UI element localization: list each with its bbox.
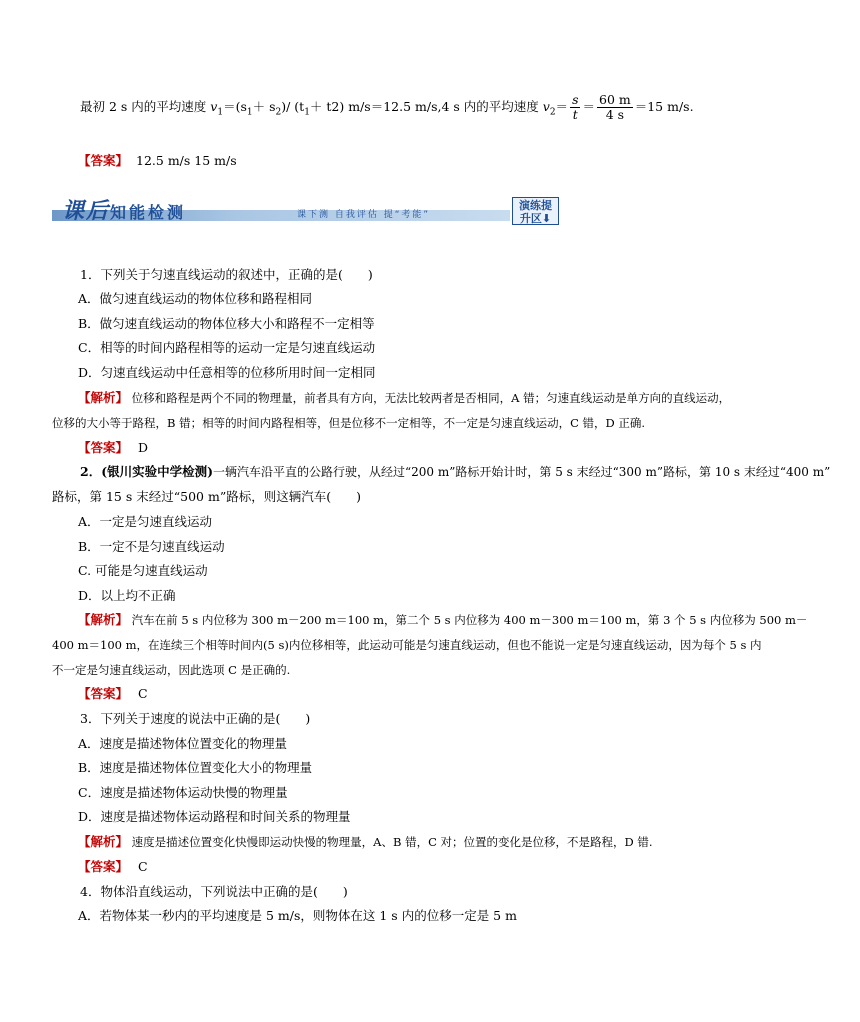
q2-explanation-cont2: 不一定是匀速直线运动，因此选项 C 是正确的. xyxy=(52,663,291,677)
q1-stem: 1．下列关于匀速直线运动的叙述中，正确的是( ) xyxy=(80,267,373,282)
q3-option-c: C．速度是描述物体运动快慢的物理量 xyxy=(78,785,288,800)
answer-line xyxy=(78,152,237,170)
q2-stem: 2．(银川实验中学检测)一辆汽车沿平直的公路行驶，从经过“200 m”路标开始计时，第 5 s 末经过“300 m”路标，第 10 s 末经过“400 m” xyxy=(80,464,831,479)
formula-sub: 1 xyxy=(246,107,253,118)
q2-option-d: D．以上均不正确 xyxy=(78,588,176,603)
q2-stem-cont: 路标，第 15 s 末经过“500 m”路标，则这辆汽车( ) xyxy=(52,489,361,504)
formula-part: ＋ t2) m/s＝12.5 m/s,4 s 内的平均速度 xyxy=(309,99,543,114)
banner-title: 课后知能检测 xyxy=(62,199,187,224)
q4-option-a: A．若物体某一秒内的平均速度是 5 m/s，则物体在这 1 s 内的位移一定是 5 m xyxy=(78,908,517,923)
q3-option-a: A．速度是描述物体位置变化的物理量 xyxy=(78,736,288,751)
v2-symbol: v xyxy=(542,99,550,114)
formula-tail: ＝15 m/s. xyxy=(634,99,694,114)
q1-explanation-cont: 位移的大小等于路程，B 错；相等的时间内路程相等，但是位移不一定相等，不一定是匀速直线运动，C 错，D 正确. xyxy=(52,416,646,430)
text-before: 最初 2 s 内的平均速度 xyxy=(80,99,211,114)
q3-answer: 【答案】 C xyxy=(78,859,148,874)
q3-explanation: 【解析】 速度是描述位置变化快慢即运动快慢的物理量，A、B 错，C 对；位置的变化是位移，不是路程，D 错. xyxy=(78,834,653,849)
q1-option-c: C．相等的时间内路程相等的运动一定是匀速直线运动 xyxy=(78,340,376,355)
q2-answer: 【答案】 C xyxy=(78,686,148,701)
q4-stem: 4．物体沿直线运动，下列说法中正确的是( ) xyxy=(80,884,348,899)
q2-explanation: 【解析】 汽车在前 5 s 内位移为 300 m－200 m＝100 m，第二个 5 s 内位移为 400 m－300 m＝100 m，第 3 个 5 s 内位移为 500 m－ xyxy=(78,612,808,627)
q1-option-d: D．匀速直线运动中任意相等的位移所用时间一定相同 xyxy=(78,365,376,380)
banner-subtitle: 课下测 自我评估 提“考能” xyxy=(297,210,431,220)
q2-option-b: B．一定不是匀速直线运动 xyxy=(78,539,225,554)
average-velocity-line xyxy=(80,93,694,127)
formula-part: ＝(s xyxy=(223,99,247,114)
equals-sign: ＝ xyxy=(555,99,569,114)
q3-stem: 3．下列关于速度的说法中正确的是( ) xyxy=(80,711,311,726)
formula-part: ＋ s xyxy=(252,99,276,114)
q1-option-a: A．做匀速直线运动的物体位移和路程相同 xyxy=(78,291,313,306)
q2-option-c: C. 可能是匀速直线运动 xyxy=(78,563,208,578)
q3-option-d: D．速度是描述物体运动路程和时间关系的物理量 xyxy=(78,809,351,824)
formula-sub: 2 xyxy=(275,107,282,118)
formula-part: )/ (t xyxy=(281,99,305,114)
v2-sub: 2 xyxy=(549,107,556,118)
fraction-s-over-t: $\frac{s}{t}$ xyxy=(572,92,579,122)
q2-explanation-cont: 400 m＝100 m，在连续三个相等时间内(5 s)内位移相等，此运动可能是匀速直线运动，但也不能说一定是匀速直线运动，因为每个 5 s 内 xyxy=(52,638,762,652)
q3-option-b: B．速度是描述物体位置变化大小的物理量 xyxy=(78,760,313,775)
v1-symbol: v xyxy=(210,99,218,114)
banner-box: 演练提 升区⬇ xyxy=(512,197,559,225)
answer-tag: 【答案】 xyxy=(78,153,129,168)
formula-sub: 1 xyxy=(304,107,310,118)
equals-sign: ＝ xyxy=(582,99,595,114)
q1-explanation: 【解析】 位移和路程是两个不同的物理量，前者具有方向，无法比较两者是否相同，A 错；匀速直线运动是单方向的直线运动， xyxy=(78,390,731,405)
q2-option-a: A．一定是匀速直线运动 xyxy=(78,514,213,529)
fraction-60m-over-4s: $\frac{60 m}{4 s}$ xyxy=(599,92,631,122)
v1-sub: 1 xyxy=(217,107,224,118)
answer-text: 12.5 m/s 15 m/s xyxy=(136,153,237,168)
q1-option-b: B．做匀速直线运动的物体位移大小和路程不一定相等 xyxy=(78,316,375,331)
q1-answer: 【答案】 D xyxy=(78,440,149,455)
section-banner xyxy=(52,197,562,227)
